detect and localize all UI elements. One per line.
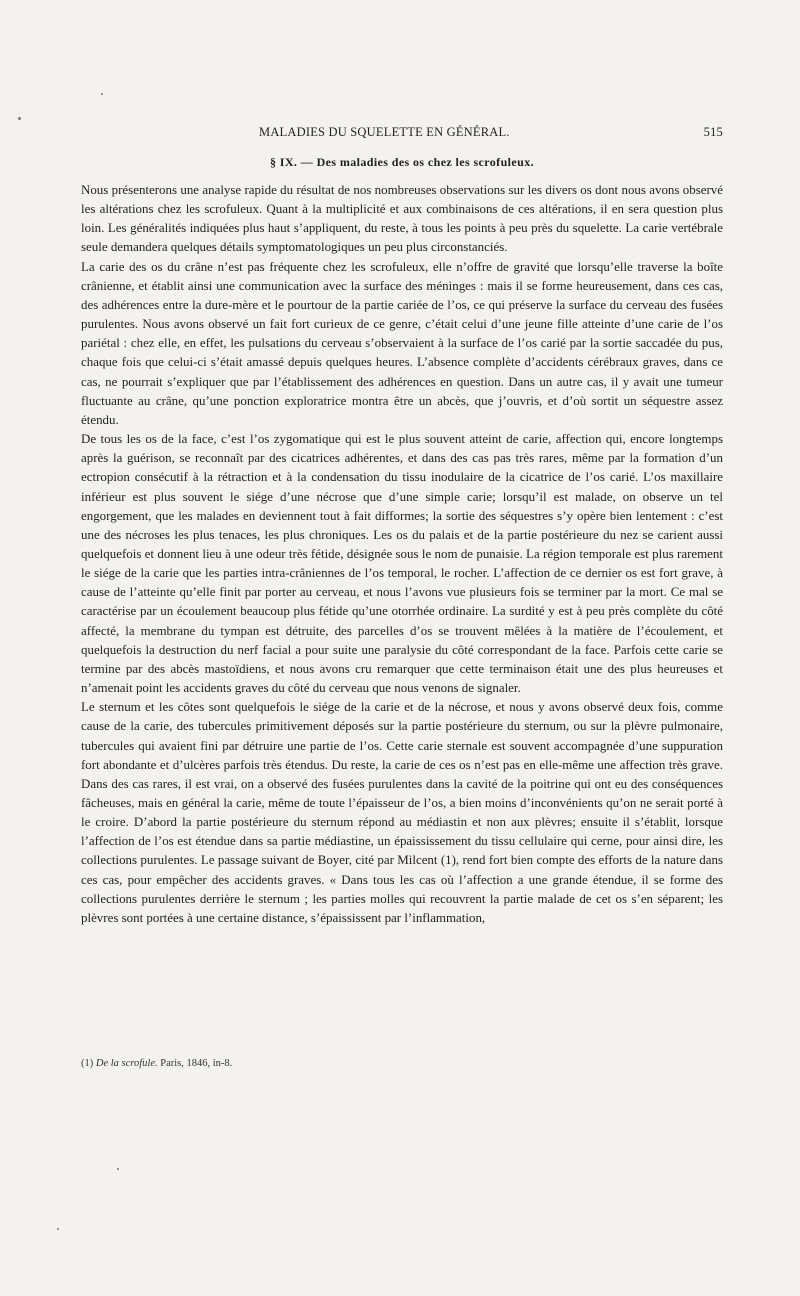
paragraph: De tous les os de la face, c’est l’os zygomatique qui est le plus souvent atteint de carie, affection qui, encore longtemps après la guérison, se reconnaît par des cicatrices adhérentes, et dans des cas pas très rares, même par la formation d’un ectropion consécutif à la rétraction et à la condensation du tissu inodulaire de la cicatrice de l’os carié. L’os maxillaire inférieur est plus souvent le siége d’une nécrose que d’une simple carie; lorsqu’il est malade, on observe un tel engorgement, que les malades en deviennent tout à fait difformes; la sortie des séquestres s’y opère bien lentement : c’est une des nécroses les plus tenaces, les plus chroniques. Les os du palais et de la partie postérieure du nez se carient aussi quelquefois et donnent lieu à une odeur très fétide, désignée sous le nom de punaisie. La région temporale est plus rarement le siége de la carie que les parties intra-crâniennes de l’os temporal, le rocher. L’affection de ce dernier os est fort grave, à cause de l’atteinte qu’elle finit par porter au cerveau, et nous l’avons vue plusieurs fois se terminer par la mort. Ce mal se caractérise par un écoulement beaucoup plus fétide qu’une otorrhée ordinaire. La surdité y est à peu près complète du côté affecté, la membrane du tympan est détruite, des parcelles d’os se trouvent mêlées à la matière de l’écoulement, et quelquefois la destruction du nerf facial a pour suite une paralysie du côté correspondant de la face. Parfois cette carie se termine par des abcès mastoïdiens, et nous avons cru remarquer que cette terminaison était une des plus heureuses et n’amenait point les accidents graves du côté du cerveau que nous venons de signaler. [81,431,723,696]
page-number: 515 [703,125,723,139]
section-dash: — [300,155,314,169]
paragraph: Le sternum et les côtes sont quelquefois le siége de la carie et de la nécrose, et nous y avons observé deux fois, comme cause de la carie, des tubercules primitivement déposés sur la partie postérieure du sternum, ou sur la plèvre pulmonaire, tubercules qui avaient fini par détruire une partie de l’os. Cette carie sternale est souvent accompagnée d’une suppuration fort abondante et d’ulcères parfois très étendus. Du reste, la carie de ces os n’est pas en elle-même une affection très grave. Dans des cas rares, il est vrai, on a observé des fusées purulentes dans la cavité de la poitrine qui ont eu des conséquences fâcheuses, mais en général la carie, même de toute l’épaisseur de l’os, a bien moins d’inconvénients qu’on ne serait porté à le croire. D’abord la partie postérieure du sternum répond au médiastin et non aux plèvres; ensuite il s’établit, lorsque l’affection de l’os est étendue dans sa partie médiastine, un épaississement du tissu cellulaire qui cerne, pour ainsi dire, les collections purulentes. Le passage suivant de Boyer, cité par Milcent (1), rend fort bien compte des efforts de la nature dans ces cas, pour empêcher des accidents graves. « Dans tous les cas où l’affection a une grande étendue, il se forme des collections purulentes derrière le sternum ; les parties molles qui recouvrent la partie malade de cet os s’en séparent; les plèvres sont portées à une certaine distance, s’épaississent par l’inflammation, [81,699,723,925]
paragraph: La carie des os du crâne n’est pas fréquente chez les scrofuleux, elle n’offre de gravité que lorsqu’elle traverse la boîte crânienne, et établit ainsi une communication avec la surface des méninges : mais il se forme heureusement, dans ces cas, des adhérences entre la dure-mère et le pourtour de la partie cariée de l’os, ce qui préserve la surface du cerveau des fusées purulentes. Nous avons observé un fait fort curieux de ce genre, c’était celui d’une jeune fille atteinte d’une carie de l’os pariétal : chez elle, en effet, les pulsations du cerveau s’observaient à la surface de l’os carié par la sortie saccadée du pus, chaque fois que celui-ci s’était amassé depuis quelques heures. L’absence complète d’accidents cérébraux graves, dans ce cas, ne pourrait s’expliquer que par l’établissement des adhérences en question. Dans un autre cas, il y avait une tumeur fluctuante au crâne, qu’une ponction exploratrice montra être un abcès, que j’ouvris, et d’où sortit un séquestre assez étendu. [81,258,723,427]
paper-speck [18,117,21,120]
paper-speck [57,1228,59,1230]
page-header [81,125,723,143]
section-heading [81,155,723,170]
paragraph: Nous présenterons une analyse rapide du résultat de nos nombreuses observations sur les divers os dont nous avons observé les altérations chez les scrofuleux. Quant à la multiplicité et aux combinaisons de ces altérations, il en sera question plus loin. Les généralités indiquées plus haut s’appliquent, du reste, à tous les points à peu près du squelette. La carie vertébrale seule demandera quelques détails symptomatologiques un peu plus circonstanciés. [81,182,723,255]
footnote [81,1058,723,1069]
paper-speck [117,1168,119,1170]
section-title: Des maladies des os chez les scrofuleux. [316,155,534,169]
footnote-title: De la scrofule. [95,1058,158,1069]
footnote-marker: (1) [81,1058,94,1069]
running-title: MALADIES DU SQUELETTE EN GÉNÉRAL. [259,125,510,139]
section-number: § IX. [270,155,298,169]
body-text [81,180,723,927]
footnote-reference: Paris, 1846, in-8. [160,1058,233,1069]
paper-speck [101,93,103,95]
